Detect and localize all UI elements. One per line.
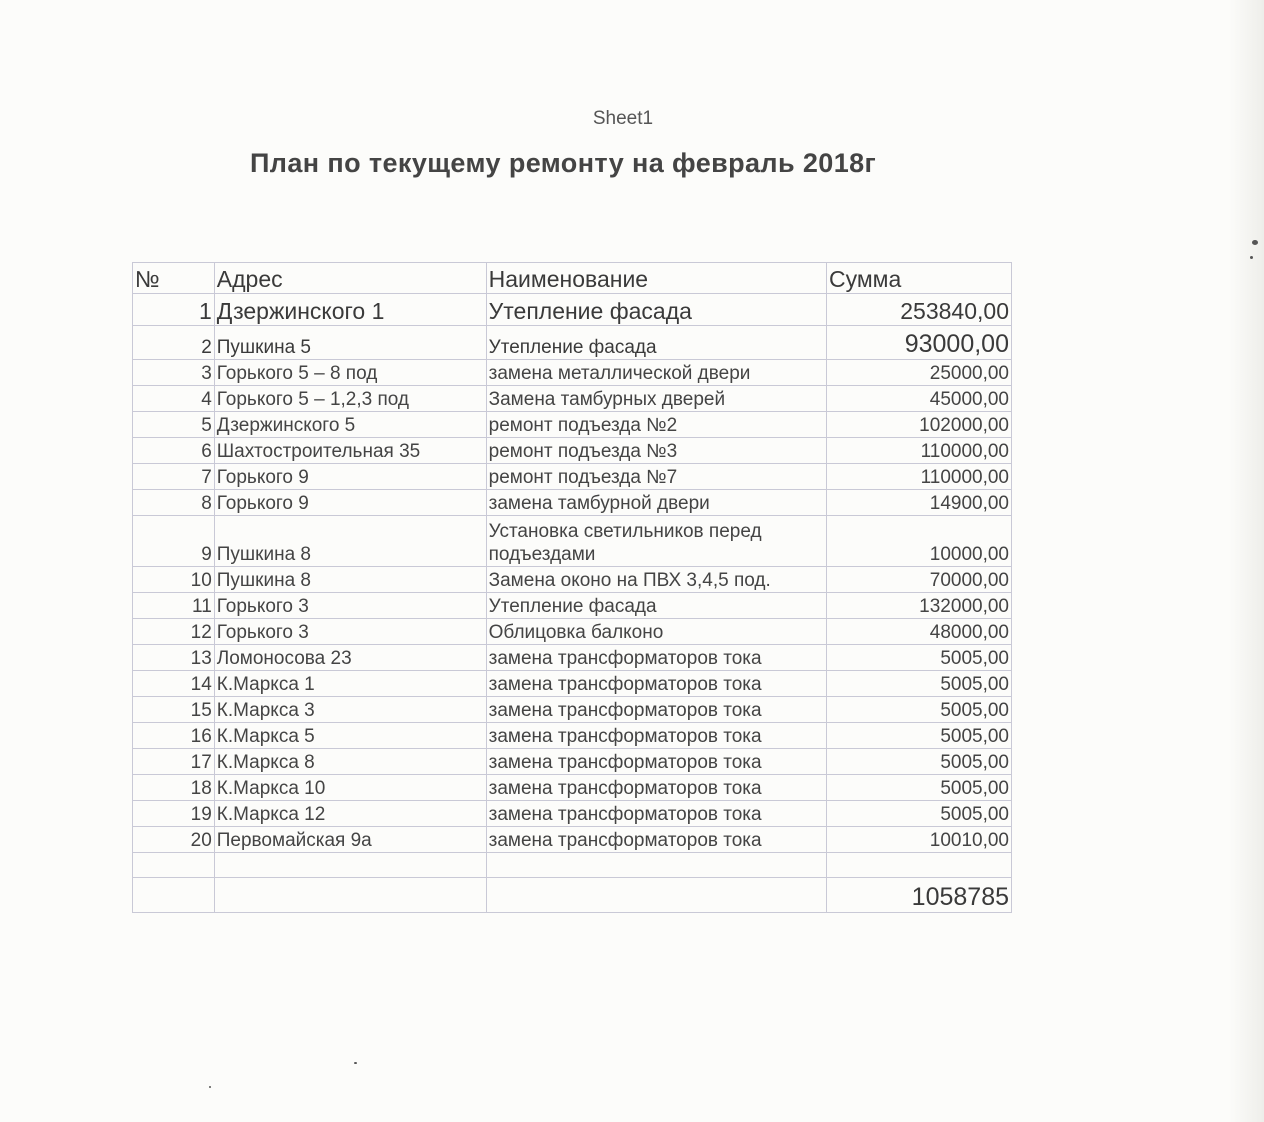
table-row: [133, 516, 1012, 567]
row-address: Пушкина 8: [214, 567, 486, 593]
row-sum: 5005,00: [826, 801, 1011, 827]
row-name: Утепление фасада: [486, 326, 826, 360]
row-name: замена трансформаторов тока: [486, 801, 826, 827]
row-address: Горького 5 – 8 под: [214, 360, 486, 386]
empty-cell: [486, 853, 826, 878]
table-row: [133, 801, 1012, 827]
row-name: замена трансформаторов тока: [486, 723, 826, 749]
row-no: 2: [133, 326, 215, 360]
scan-speck: [209, 1086, 211, 1088]
table-header-row: [133, 263, 1012, 294]
row-address: Горького 9: [214, 490, 486, 516]
row-sum: 93000,00: [826, 326, 1011, 360]
table-row: [133, 697, 1012, 723]
row-name: замена трансформаторов тока: [486, 827, 826, 853]
empty-cell: [133, 878, 215, 913]
table-row: [133, 464, 1012, 490]
row-no: 18: [133, 775, 215, 801]
table-row: [133, 360, 1012, 386]
row-address: Дзержинского 5: [214, 412, 486, 438]
row-sum: 10000,00: [826, 516, 1011, 567]
row-address: К.Маркса 10: [214, 775, 486, 801]
row-address: К.Маркса 5: [214, 723, 486, 749]
row-no: 12: [133, 619, 215, 645]
table-row: [133, 775, 1012, 801]
row-address: Ломоносова 23: [214, 645, 486, 671]
row-name: Облицовка балконо: [486, 619, 826, 645]
empty-cell: [214, 853, 486, 878]
table-row: [133, 294, 1012, 326]
document-title: План по текущему ремонту на февраль 2018г: [250, 148, 877, 178]
sheet-label-text: Sheet1: [592, 108, 654, 129]
sheet-label: [0, 108, 1264, 130]
row-address: Шахтостроительная 35: [214, 438, 486, 464]
row-sum: 5005,00: [826, 723, 1011, 749]
repair-plan-table: [132, 262, 1012, 913]
scan-speck: [1250, 256, 1253, 259]
row-sum: 25000,00: [826, 360, 1011, 386]
row-sum: 102000,00: [826, 412, 1011, 438]
table-row: [133, 490, 1012, 516]
empty-row: [133, 853, 1012, 878]
row-address: К.Маркса 3: [214, 697, 486, 723]
header-no: №: [133, 263, 215, 294]
row-name: замена металлической двери: [486, 360, 826, 386]
row-sum: 10010,00: [826, 827, 1011, 853]
row-name: замена трансформаторов тока: [486, 749, 826, 775]
table-row: [133, 412, 1012, 438]
table-row: [133, 723, 1012, 749]
header-address: Адрес: [214, 263, 486, 294]
empty-cell: [486, 878, 826, 913]
header-name: Наименование: [486, 263, 826, 294]
row-no: 7: [133, 464, 215, 490]
row-name: замена трансформаторов тока: [486, 697, 826, 723]
table-row: [133, 593, 1012, 619]
row-no: 6: [133, 438, 215, 464]
row-no: 13: [133, 645, 215, 671]
total-sum: 1058785: [826, 878, 1011, 913]
row-name: Замена тамбурных дверей: [486, 386, 826, 412]
table-row: [133, 645, 1012, 671]
row-sum: 5005,00: [826, 645, 1011, 671]
row-no: 3: [133, 360, 215, 386]
total-row: [133, 878, 1012, 913]
row-name: ремонт подъезда №2: [486, 412, 826, 438]
row-address: Горького 3: [214, 593, 486, 619]
row-name: Замена оконо на ПВХ 3,4,5 под.: [486, 567, 826, 593]
row-no: 20: [133, 827, 215, 853]
row-address: Дзержинского 1: [214, 294, 486, 326]
row-sum: 48000,00: [826, 619, 1011, 645]
table-row: [133, 567, 1012, 593]
row-sum: 132000,00: [826, 593, 1011, 619]
table-row: [133, 326, 1012, 360]
row-no: 9: [133, 516, 215, 567]
row-sum: 70000,00: [826, 567, 1011, 593]
row-address: Пушкина 5: [214, 326, 486, 360]
row-no: 19: [133, 801, 215, 827]
row-address: Горького 9: [214, 464, 486, 490]
row-no: 1: [133, 294, 215, 326]
row-address: К.Маркса 12: [214, 801, 486, 827]
row-address: Горького 5 – 1,2,3 под: [214, 386, 486, 412]
row-sum: 253840,00: [826, 294, 1011, 326]
empty-cell: [133, 853, 215, 878]
row-address: Горького 3: [214, 619, 486, 645]
table-row: [133, 438, 1012, 464]
row-no: 10: [133, 567, 215, 593]
row-name: замена трансформаторов тока: [486, 645, 826, 671]
table-row: [133, 827, 1012, 853]
header-sum: Сумма: [826, 263, 1011, 294]
row-no: 8: [133, 490, 215, 516]
row-address: К.Маркса 1: [214, 671, 486, 697]
row-name: замена тамбурной двери: [486, 490, 826, 516]
row-address: Первомайская 9а: [214, 827, 486, 853]
page-edge-shadow: [1228, 0, 1264, 1122]
row-address: Пушкина 8: [214, 516, 486, 567]
row-sum: 110000,00: [826, 464, 1011, 490]
row-no: 15: [133, 697, 215, 723]
row-sum: 5005,00: [826, 749, 1011, 775]
table-row: [133, 671, 1012, 697]
row-sum: 5005,00: [826, 671, 1011, 697]
row-name: ремонт подъезда №7: [486, 464, 826, 490]
row-name: Утепление фасада: [486, 593, 826, 619]
row-name: замена трансформаторов тока: [486, 775, 826, 801]
row-name: Установка светильников перед подъездами: [486, 516, 826, 567]
scan-speck: [1252, 240, 1258, 245]
row-sum: 45000,00: [826, 386, 1011, 412]
empty-cell: [826, 853, 1011, 878]
row-name: замена трансформаторов тока: [486, 671, 826, 697]
row-no: 11: [133, 593, 215, 619]
scan-speck: [354, 1062, 357, 1064]
row-sum: 14900,00: [826, 490, 1011, 516]
row-name: ремонт подъезда №3: [486, 438, 826, 464]
row-sum: 5005,00: [826, 775, 1011, 801]
row-sum: 5005,00: [826, 697, 1011, 723]
row-no: 16: [133, 723, 215, 749]
table-row: [133, 749, 1012, 775]
row-name: Утепление фасада: [486, 294, 826, 326]
row-no: 4: [133, 386, 215, 412]
row-no: 5: [133, 412, 215, 438]
row-sum: 110000,00: [826, 438, 1011, 464]
row-no: 17: [133, 749, 215, 775]
empty-cell: [214, 878, 486, 913]
row-no: 14: [133, 671, 215, 697]
table-row: [133, 619, 1012, 645]
row-address: К.Маркса 8: [214, 749, 486, 775]
table-row: [133, 386, 1012, 412]
